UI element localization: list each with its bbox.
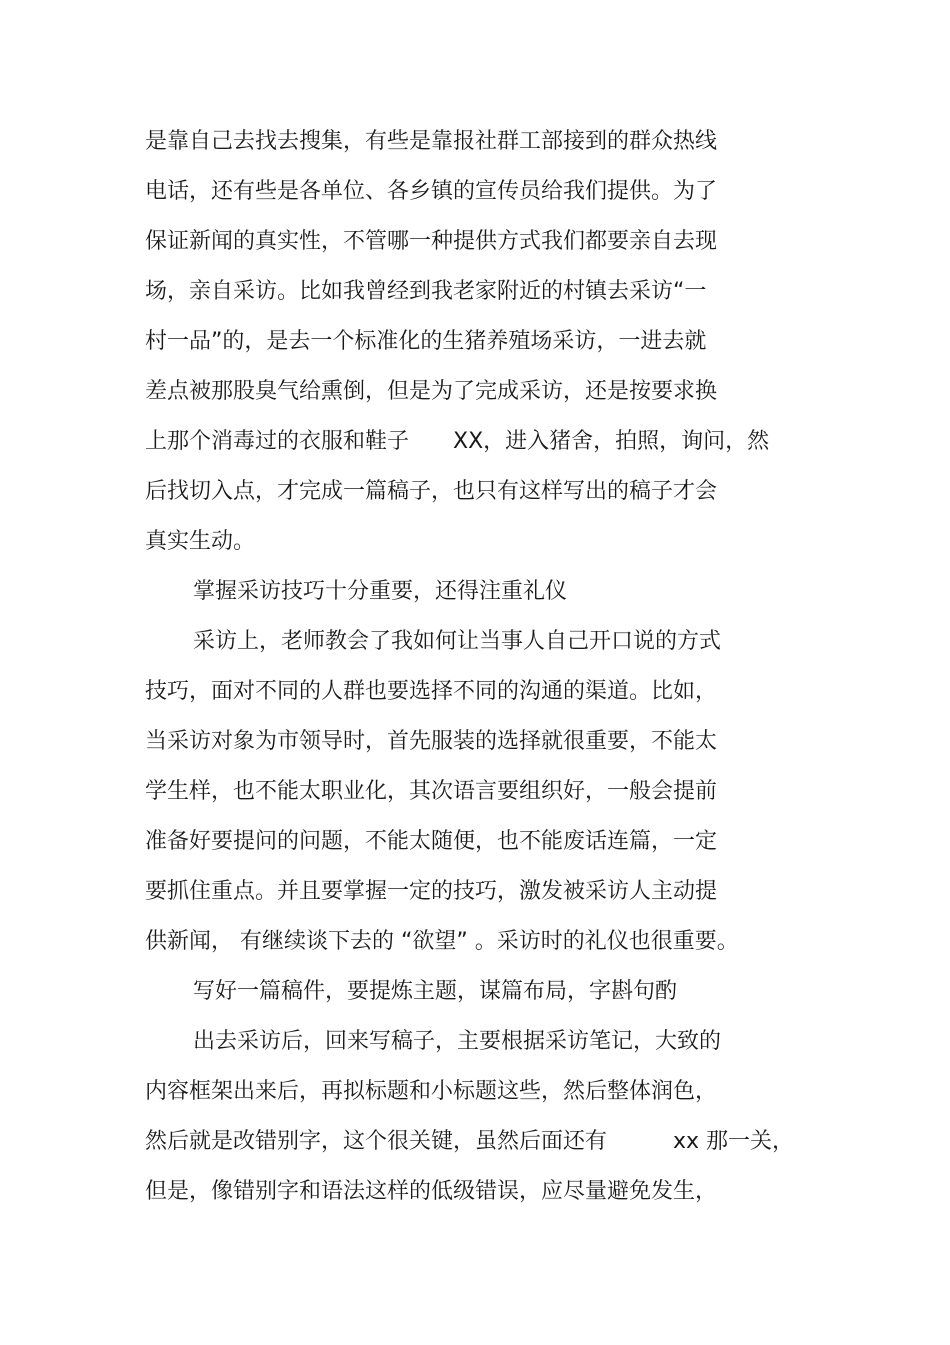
body-text-line: 当采访对象为市领导时，首先服装的选择就很重要，不能太 bbox=[145, 729, 718, 754]
body-text-line: 上那个消毒过的衣服和鞋子 XX，进入猪舍，拍照，询问，然 bbox=[145, 429, 770, 454]
body-text-line: 技巧，面对不同的人群也要选择不同的沟通的渠道。比如， bbox=[145, 679, 718, 704]
body-text-line: 学生样，也不能太职业化，其次语言要组织好，一般会提前 bbox=[145, 779, 718, 804]
body-text-line: 电话，还有些是各单位、各乡镇的宣传员给我们提供。为了 bbox=[145, 179, 718, 204]
body-text-line: 然后就是改错别字，这个很关键，虽然后面还有 xx 那一关， bbox=[145, 1129, 795, 1154]
body-text-line: 真实生动。 bbox=[145, 529, 256, 554]
section-heading: 写好一篇稿件，要提炼主题，谋篇布局，字斟句酌 bbox=[193, 979, 678, 1004]
body-text-line: 供新闻， 有继续谈下去的 “欲望” 。采访时的礼仪也很重要。 bbox=[145, 929, 739, 954]
body-text-line: 但是，像错别字和语法这样的低级错误，应尽量避免发生， bbox=[145, 1179, 718, 1204]
body-text-line: 准备好要提问的问题，不能太随便，也不能废话连篇，一定 bbox=[145, 829, 718, 854]
body-text-line: 要抓住重点。并且要掌握一定的技巧，激发被采访人主动提 bbox=[145, 879, 718, 904]
body-text-line: 内容框架出来后，再拟标题和小标题这些，然后整体润色， bbox=[145, 1079, 718, 1104]
paragraph-first-line: 采访上，老师教会了我如何让当事人自己开口说的方式 bbox=[193, 629, 722, 654]
section-heading: 掌握采访技巧十分重要，还得注重礼仪 bbox=[193, 579, 568, 604]
paragraph-first-line: 出去采访后，回来写稿子，主要根据采访笔记，大致的 bbox=[193, 1029, 722, 1054]
body-text-line: 保证新闻的真实性，不管哪一种提供方式我们都要亲自去现 bbox=[145, 229, 718, 254]
body-text-line: 村一品”的，是去一个标准化的生猪养殖场采访，一进去就 bbox=[145, 329, 707, 354]
body-text-line: 后找切入点，才完成一篇稿子，也只有这样写出的稿子才会 bbox=[145, 479, 718, 504]
body-text-line: 是靠自己去找去搜集，有些是靠报社群工部接到的群众热线 bbox=[145, 129, 718, 154]
body-text-line: 差点被那股臭气给熏倒，但是为了完成采访，还是按要求换 bbox=[145, 379, 718, 404]
body-text-line: 场，亲自采访。比如我曾经到我老家附近的村镇去采访“一 bbox=[145, 279, 707, 304]
